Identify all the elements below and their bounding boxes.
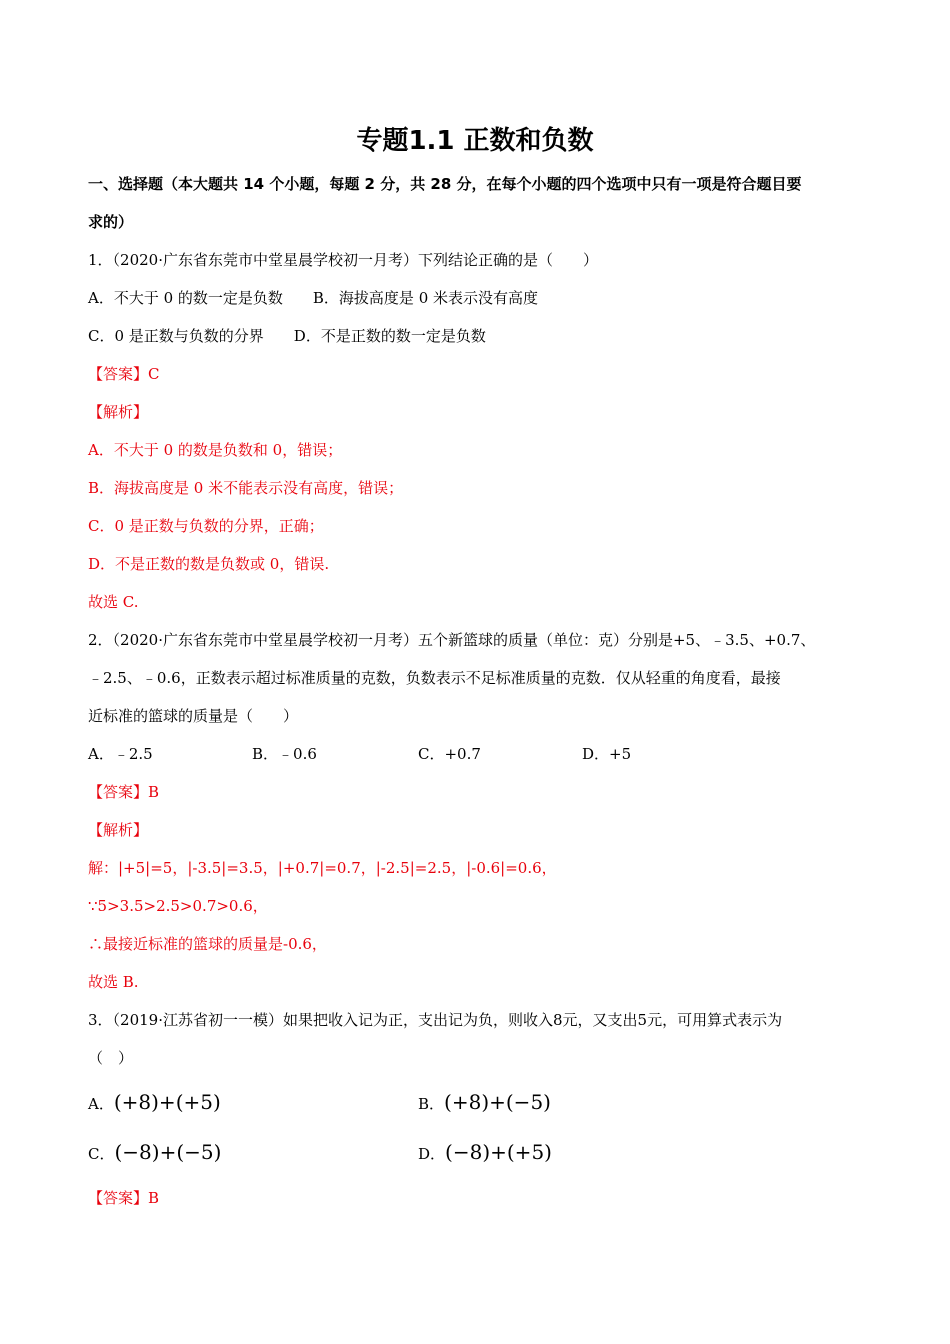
q2-stem-line3: 近标准的篮球的质量是（ ） — [88, 707, 299, 725]
q2-answer — [88, 782, 159, 802]
answer-value: C — [148, 365, 160, 383]
q2-conclusion: 故选 B. — [88, 973, 139, 991]
q3-option-a — [88, 1092, 221, 1114]
q2-analysis-line: ∴最接近标准的篮球的质量是-0.6， — [88, 935, 327, 953]
section-heading-line2: 求的） — [88, 213, 134, 231]
option-label: A． — [88, 1095, 114, 1113]
q2-stem-line2: ﹣2.5、﹣0.6，正数表示超过标准质量的克数，负数表示不足标准质量的克数．仅从轻重的角度看，最接 — [88, 669, 781, 687]
q2-analysis-line: ∵5>3.5>2.5>0.7>0.6， — [88, 897, 268, 915]
q1-analysis-line: A．不大于 0 的数是负数和 0，错误； — [88, 441, 343, 459]
q1-options-row2: C．0 是正数与负数的分界 D．不是正数的数一定是负数 — [88, 327, 486, 345]
q1-options-row1: A．不大于 0 的数一定是负数 B．海拔高度是 0 米表示没有高度 — [88, 289, 539, 307]
option-label: B． — [418, 1095, 445, 1113]
q2-option-b: B．﹣0.6 — [252, 745, 317, 763]
q3-option-d — [418, 1142, 552, 1164]
section-heading-line1: 一、选择题（本大题共 14 个小题，每题 2 分，共 28 分，在每个小题的四个选项中只有一项是符合题目要 — [88, 175, 802, 193]
q1-analysis-line: C．0 是正数与负数的分界，正确； — [88, 517, 324, 535]
option-label: C． — [88, 1145, 115, 1163]
q2-analysis-label: 【解析】 — [88, 821, 149, 839]
option-expression: (−8)+(−5) — [114, 1140, 222, 1164]
option-expression: (−8)+(+5) — [445, 1140, 552, 1164]
q3-option-c — [88, 1142, 221, 1164]
q3-answer — [88, 1188, 159, 1208]
q1-analysis-line: B．海拔高度是 0 米不能表示没有高度，错误； — [88, 479, 404, 497]
q2-stem-line1: 2．（2020·广东省东莞市中堂星晨学校初一月考）五个新篮球的质量（单位：克）分别是+5、﹣3.5、+0.7、 — [88, 631, 816, 649]
answer-label: 【答案】 — [88, 1189, 149, 1207]
q1-analysis-line: D．不是正数的数是负数或 0，错误. — [88, 555, 330, 573]
option-expression: (+8)+(+5) — [113, 1090, 221, 1114]
page-title: 专题1.1 正数和负数 — [356, 126, 594, 156]
q2-option-c: C．+0.7 — [418, 745, 481, 763]
answer-value: B — [148, 783, 160, 801]
answer-label: 【答案】 — [88, 783, 149, 801]
q1-analysis-label: 【解析】 — [88, 403, 149, 421]
q2-option-a: A．﹣2.5 — [88, 745, 153, 763]
q1-answer — [88, 364, 160, 384]
q3-option-b — [418, 1092, 551, 1114]
option-expression: (+8)+(−5) — [444, 1090, 551, 1114]
q3-stem-line2: （ ） — [88, 1049, 134, 1067]
q2-analysis-line: 解：|+5|=5，|-3.5|=3.5，|+0.7|=0.7，|-2.5|=2.5，|-0.6|=0.6， — [88, 859, 557, 877]
answer-label: 【答案】 — [88, 365, 149, 383]
q1-conclusion: 故选 C. — [88, 593, 139, 611]
q2-option-d: D．+5 — [582, 745, 632, 763]
answer-value: B — [148, 1189, 160, 1207]
q1-stem: 1．（2020·广东省东莞市中堂星晨学校初一月考）下列结论正确的是（ ） — [88, 251, 598, 269]
option-label: D． — [418, 1145, 446, 1163]
q3-stem-line1: 3．（2019·江苏省初一一模）如果把收入记为正，支出记为负，则收入8元，又支出5元，可用算式表示为 — [88, 1011, 783, 1029]
